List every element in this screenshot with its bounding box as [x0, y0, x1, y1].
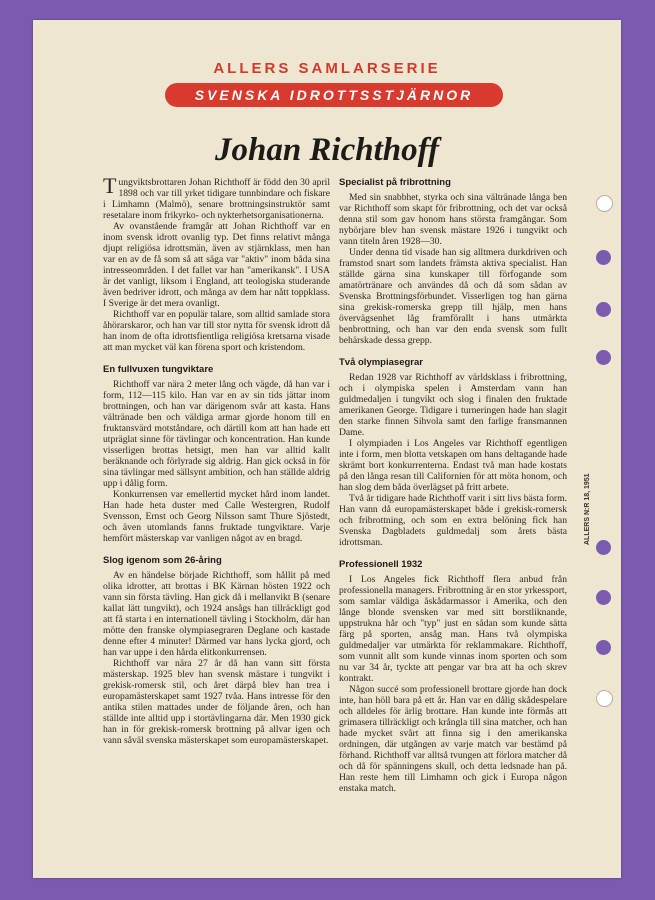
section-heading: Slog igenom som 26-åring [103, 555, 222, 566]
section-heading: En fullvuxen tungviktare [103, 364, 214, 375]
paragraph: Under denna tid visade han sig alltmera durkdriven och framstod snart som landets främsta aktiva specialist. Han ställde gärna sina kunskaper till förfogande som amatörtränare och användes då och då som sådan av Svenska Brottningsförbundet. Visserligen tog han gärna sina grekisk-romerska grepp till hjälp, men hans övervägsenhet låg framförallt i hans utmärkta benbrottning, och han var den enda svensk som fullt behärskade dessa grepp. [339, 247, 567, 346]
section-heading: Professionell 1932 [339, 559, 423, 570]
binder-hole [596, 195, 613, 212]
issue-label: ALLERS N:R 18, 1951 [584, 473, 591, 545]
series-title: ALLERS SAMLARSERIE [213, 60, 441, 77]
binder-hole [596, 690, 613, 707]
paragraph: Richthoff var nära 27 år då han vann sitt första mästerskap. 1925 blev han svensk mästare i tungvikt i grekisk-romersk stil, och året därpå blev han trea i europamästerskapet samt 1927 tvåa. Hans intresse för den antika stilen mattades under de följande åren, och han ställde inte alltid upp i stortävlingarna där. Men 1930 gick han in för grekisk-romersk brottning på allvar igen och vann såväl svenska mästerskapet som europamästerskapet. [103, 658, 330, 746]
paragraph: I Los Angeles fick Richthoff flera anbud från professionella managers. Fribrottning är en stor yrkessport, som samlar väldiga åskådarmassor i Amerika, och den långe blonde svensken var med sitt borstliknande, uppstrukna hår och "typ" just en sådan som kunde sätta färg på sporten, ansåg man. Hans två olympiska guldmedaljer var utmärkta för reklammakare. Richthoff, som vunnit allt som kunde vinnas inom sporten och som nu var 34 år, tyckte att pengar var bra att ha och skrev kontrakt. [339, 574, 567, 684]
left-column [103, 173, 330, 746]
paragraph: Richthoff var nära 2 meter lång och vägde, då han var i form, 112—115 kilo. Han var en av sin tids jättar inom brottningen, och han var därigenom svår att kasta. Hans vältränade ben och väldiga armar gjorde honom till en fruktansvärd motståndare, och därtill kom att han hade ett utpräglat sinne för tävlingar och koncentration. Han kunde visserligen brottas hetsigt, men han var alltid kallt beräknande och förlyrade sig aldrig. Han gick också in för sina tävlingar med sällsynt ambition, och han ställde aldrig upp i dålig form. [103, 379, 330, 489]
paragraph: Richthoff var en populär talare, som alltid samlade stora åhörarskaror, och han var till stor nytta för svensk idrott då han inom de ofta idrottsfientliga religiösa kretsarna visade att man mycket väl kan förena sport och kristendom. [103, 309, 330, 353]
paragraph: Någon succé som professionell brottare gjorde han dock inte, han höll bara på ett år. Han var en dålig skådespelare och alldeles för ärlig brottare. Han kunde inte förmås att grimasera tillräckligt och krångla till sina matcher, och han hade mycket svårt att finna sig i den amerikanska ordningen, där utgången av varje match var bestämd på förhand. Richthoff var alltså tvungen att förlora matcher då och då för spänningens skull, och detta ledsnade han på. Han reste hem till Limhamn och gick i Europa någon enstaka match. [339, 684, 567, 794]
binder-hole [596, 302, 611, 317]
binder-hole [596, 640, 611, 655]
paragraph: Av en händelse började Richthoff, som hållit på med olika idrotter, att brottas i BK Kärnan hösten 1922 och vann sin första tävling. Han gick då i mellanvikt B (senare kallat lätt tungvikt), och 1924 ansågs han tillräckligt god att få starta i en internationell tävling i Stockholm, där han mötte den franske olympiasegraren Deglane och kastade denne efter 4 minuter! Därmed var hans lycka gjord, och han var uppe i den hårda elitkonkurrensen. [103, 570, 330, 658]
paragraph: Två år tidigare hade Richthoff varit i sitt livs bästa form. Han vann då europamästerskapet både i grekisk-romersk och fribrottning, och som en extra belöning fick han Svenska Dagbladets guldmedalj som årets bästa idrottsman. [339, 493, 567, 548]
binder-hole [596, 540, 611, 555]
section-heading: Två olympiasegrar [339, 357, 423, 368]
page-title: Johan Richthoff [214, 132, 440, 168]
paragraph: Av ovanstående framgår att Johan Richthoff var en inom svensk idrott ovanlig typ. Det finns relativt många djupt religiösa idrottsmän, även av stjärnklass, men han var en av de få som så att säga var "aktiv" inom båda sina intresseområden. I det fallet var han "amerikansk". I USA är det vanligt, liksom i England, att teologiska studerande även bedriver idrott, och många av dem har nått toppklass. I Sverige är det mera ovanligt. [103, 221, 330, 309]
paragraph: I olympiaden i Los Angeles var Richthoff egentligen inte i form, men blotta vetskapen om hans deltagande hade skrämt bort konkurrenterna. Endast två man hade kostats på den långa resan till Californien för att möta honom, och han slog dem båda överlägset på fritt arbete. [339, 438, 567, 493]
binder-hole [596, 250, 611, 265]
paragraph: Konkurrensen var emellertid mycket hård inom landet. Han hade heta duster med Calle Westergren, Rudolf Svensson, Ernst och Georg Nilsson samt Thure Sjöstedt, och även utomlands fanns fruktade tungviktare. Varje hemfört mästerskap var vanligen något av en bragd. [103, 489, 330, 544]
right-column [339, 177, 567, 794]
binder-hole [596, 350, 611, 365]
section-heading: Specialist på fribrottning [339, 177, 451, 188]
drop-cap: T [103, 173, 117, 198]
series-banner: SVENSKA IDROTTSSTJÄRNOR [165, 83, 503, 107]
intro-paragraph: Tungviktsbrottaren Johan Richthoff är född den 30 april 1898 och var till yrket tidigare tunnbindare och fiskare i Limhamn (Malmö), senare brottningsinstruktör samt resetalare inom frikyrko- och nykterhetsorganisationerna. [103, 173, 330, 221]
collector-card-sheet [33, 20, 621, 878]
binder-hole [596, 590, 611, 605]
paragraph: Med sin snabbhet, styrka och sina vältränade långa ben var Richthoff som skapt för fribrottning, och det var också denna stil som gav honom hans största framgångar. Som nybörjare blev han svensk mästare 1926 i tungvikt och vann titeln åren 1928—30. [339, 192, 567, 247]
paragraph: Redan 1928 var Richthoff av världsklass i fribrottning, och i olympiska spelen i Amsterdam vann han guldmedaljen i tungvikt och slog i finalen den fruktade amerikanen George. Tidigare i turneringen hade han slagit den starke finnen Sihvola samt den farlige fransmannen Dame. [339, 372, 567, 438]
